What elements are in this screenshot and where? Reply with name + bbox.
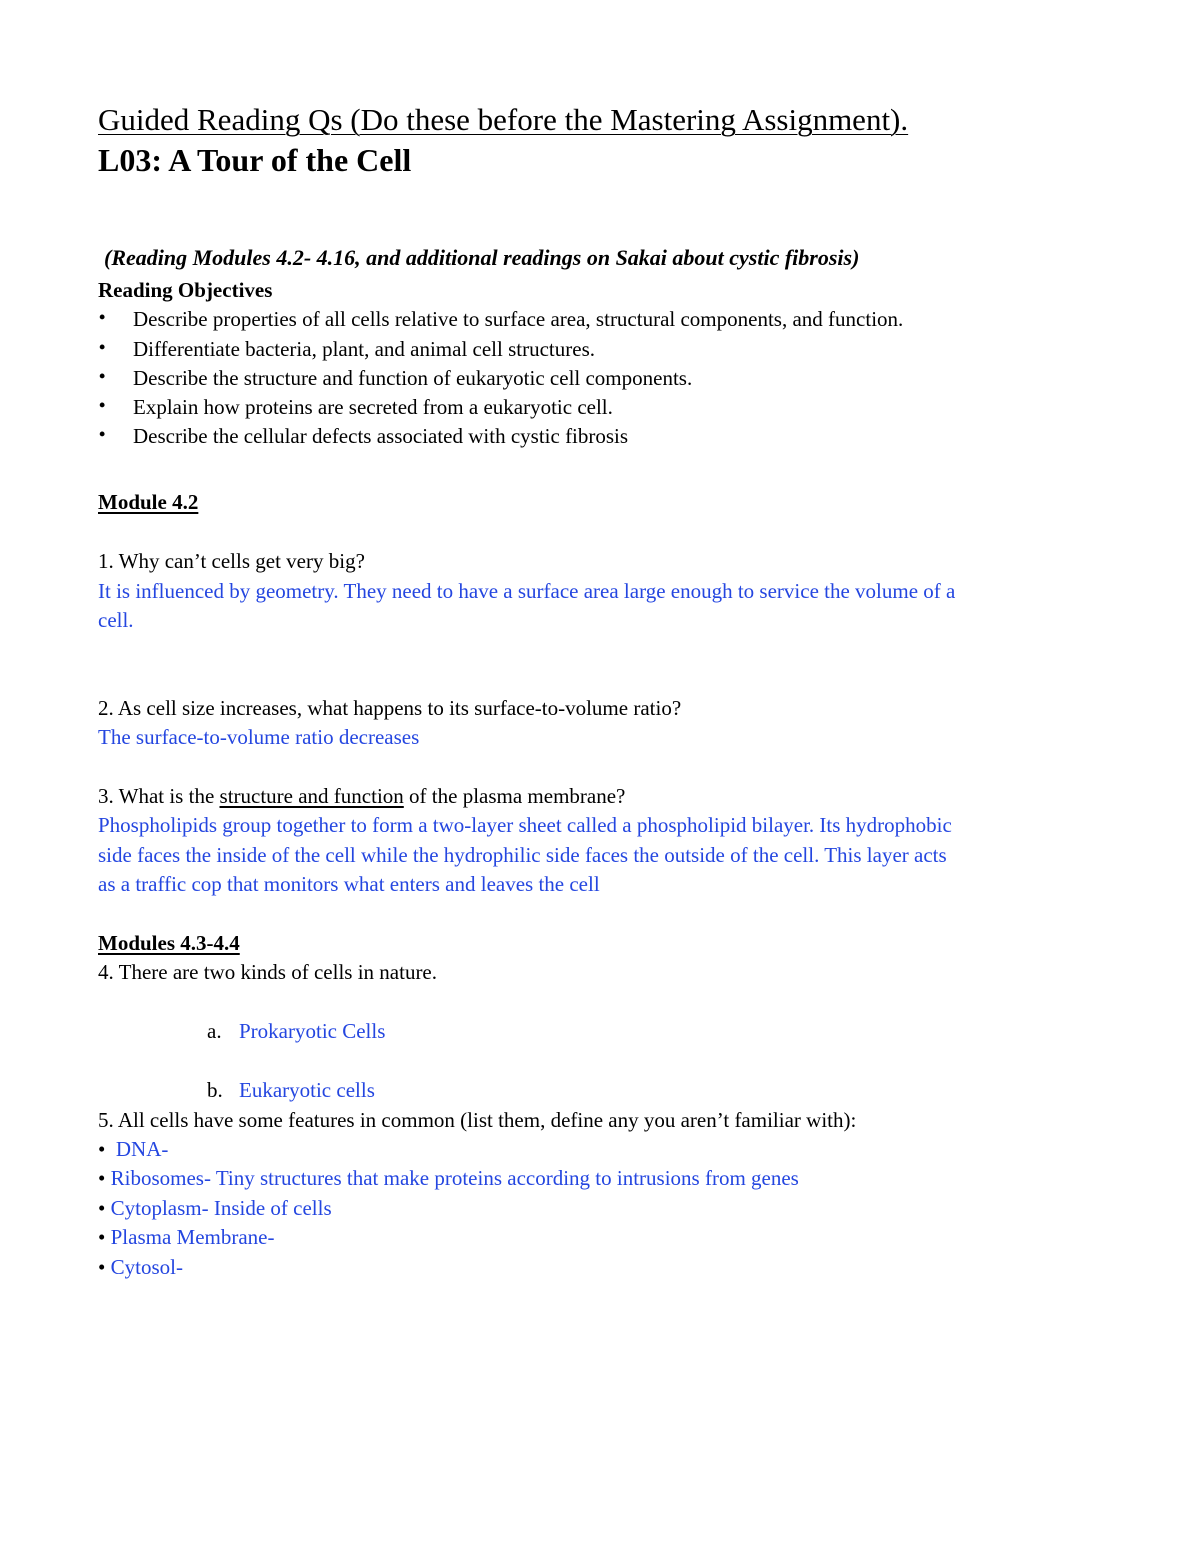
answer-3-line-3: as a traffic cop that monitors what enters and leaves the cell	[98, 872, 600, 896]
bullet-icon: •	[98, 1137, 106, 1161]
bullet-icon: •	[98, 1196, 106, 1220]
guided-reading-pretitle: Guided Reading Qs (Do these before the Mastering Assignment).	[98, 102, 909, 137]
bullet-icon: •	[99, 307, 106, 327]
reading-modules-note: (Reading Modules 4.2- 4.16, and additional readings on Sakai about cystic fibrosis)	[104, 245, 860, 270]
feature-item	[98, 1196, 332, 1221]
answer-3-line-2: side faces the inside of the cell while the hydrophilic side faces the outside of the cell. This layer acts	[98, 843, 947, 867]
answer-2: The surface-to-volume ratio decreases	[98, 725, 420, 749]
answer-4a: Prokaryotic Cells	[239, 1019, 386, 1043]
bullet-icon: •	[99, 337, 106, 357]
feature-text: DNA-	[115, 1137, 169, 1161]
feature-item	[98, 1166, 799, 1191]
question-3	[98, 784, 625, 809]
question-1: 1. Why can’t cells get very big?	[98, 549, 365, 573]
answer-4a-letter: a.	[207, 1019, 222, 1043]
question-3-suffix: of the plasma membrane?	[403, 784, 626, 808]
bullet-icon: •	[99, 395, 106, 415]
module-4-2-heading: Module 4.2	[98, 490, 199, 514]
feature-text: Plasma Membrane-	[110, 1225, 275, 1249]
feature-item	[98, 1255, 183, 1280]
answer-4b-letter: b.	[207, 1078, 223, 1102]
module-4-3-heading: Modules 4.3-4.4	[98, 931, 240, 955]
bullet-icon: •	[99, 424, 106, 444]
objective-item: Differentiate bacteria, plant, and animal cell structures.	[133, 337, 595, 361]
objective-item: Describe the cellular defects associated with cystic fibrosis	[133, 424, 629, 448]
bullet-icon: •	[98, 1255, 106, 1279]
bullet-icon: •	[98, 1166, 106, 1190]
bullet-icon: •	[98, 1225, 106, 1249]
reading-objectives-heading: Reading Objectives	[98, 278, 273, 302]
answer-1-line-2: cell.	[98, 608, 134, 632]
question-3-underlined: structure and function	[219, 784, 404, 808]
bullet-icon: •	[99, 366, 106, 386]
question-4: 4. There are two kinds of cells in nature.	[98, 960, 438, 984]
objective-item: Explain how proteins are secreted from a eukaryotic cell.	[133, 395, 613, 419]
feature-item	[98, 1225, 274, 1250]
question-5: 5. All cells have some features in common (list them, define any you aren’t familiar with):	[98, 1108, 857, 1132]
feature-text: Cytosol-	[110, 1255, 183, 1279]
question-2: 2. As cell size increases, what happens to its surface-to-volume ratio?	[98, 696, 682, 720]
answer-3-line-1: Phospholipids group together to form a two-layer sheet called a phospholipid bilayer. Its hydrophobic	[98, 813, 952, 837]
feature-item	[98, 1137, 168, 1162]
answer-1-line-1: It is influenced by geometry. They need to have a surface area large enough to service the volume of a	[98, 579, 956, 603]
objective-item: Describe properties of all cells relative to surface area, structural components, and function.	[133, 307, 904, 331]
objective-item: Describe the structure and function of eukaryotic cell components.	[133, 366, 693, 390]
answer-4b: Eukaryotic cells	[239, 1078, 375, 1102]
page-title: L03: A Tour of the Cell	[98, 142, 412, 178]
feature-text: Cytoplasm- Inside of cells	[110, 1196, 332, 1220]
question-3-prefix: 3. What is the	[98, 784, 220, 808]
feature-text: Ribosomes- Tiny structures that make proteins according to intrusions from genes	[110, 1166, 799, 1190]
